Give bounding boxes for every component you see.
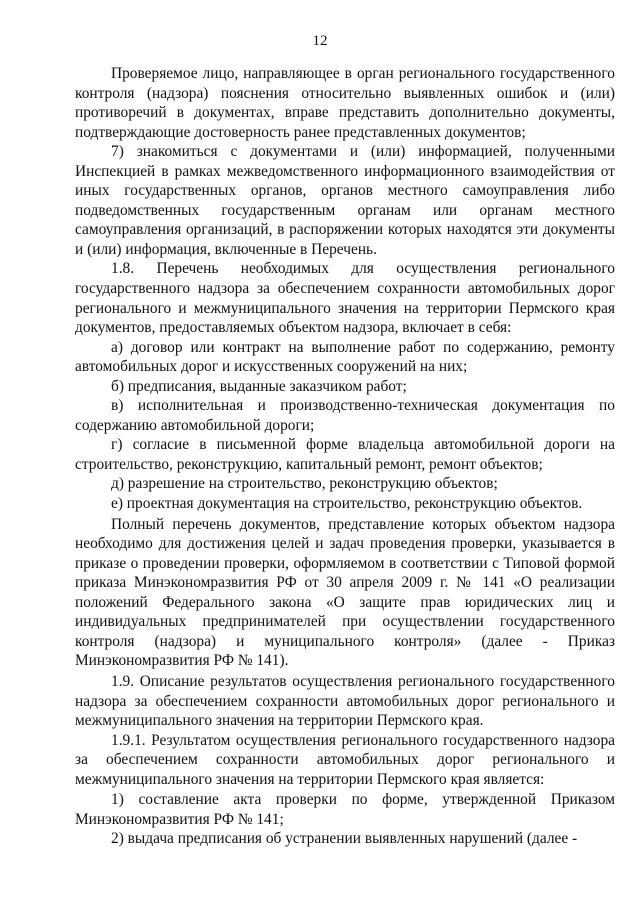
paragraph-full-document-list: Полный перечень документов, представление которых объектом надзора необходимо для достижения целей и задач проведения проверки, указывается в приказе о проведении проверки, оформляемом в соответствии с Типовой формой приказа Минэкономразвития РФ от 30 апреля 2009 г. № 141 «О реализации положений Федерального закона «О защите прав юридических лиц и индивидуальных предпринимателей при осуществлении государственного контроля (надзора) и муниципального контроля» (далее - Приказ Минэкономразвития РФ № 141). (75, 515, 615, 670)
paragraph-section-1-9-1: 1.9.1. Результатом осуществления регионального государственного надзора за обеспечением сохранности автомобильных дорог регионального и межмуниципального значения на территории Пермского края является: (75, 731, 615, 788)
page-number: 12 (312, 33, 328, 49)
paragraph-verification-clarification: Проверяемое лицо, направляющее в орган регионального государственного контроля (надзора) пояснения относительно выявленных ошибок и (или) противоречий в документах, вправе представить дополнительно документы, подтверждающие достоверность ранее представленных документов; (75, 65, 615, 141)
list-item-e: е) проектная документация на строительство, реконструкцию объектов. (111, 495, 583, 513)
list-item-g: г) согласие в письменной форме владельца автомобильной дороги на строительство, реконструкцию, капитальный ремонт, ремонт объектов; (75, 436, 615, 473)
document-body (75, 64, 615, 849)
paragraph-section-1-9: 1.9. Описание результатов осуществления регионального государственного надзора за обеспечением сохранности автомобильных дорог регионального и межмуниципального значения на территории Пермского края. (75, 672, 615, 730)
paragraph-section-1-8: 1.8. Перечень необходимых для осуществления регионального государственного надзора за обеспечением сохранности автомобильных дорог регионального и межмуниципального значения на территории Пермского края документов, предоставляемых объектом надзора, включает в себя: (75, 260, 615, 337)
result-item-1: 1) составление акта проверки по форме, утвержденной Приказом Минэкономразвития РФ № 141; (75, 791, 615, 828)
list-item-v: в) исполнительная и производственно-техническая документация по содержанию автомобильной дороги; (75, 397, 615, 434)
result-item-2: 2) выдача предписания об устранении выявленных нарушений (далее - (111, 830, 578, 848)
list-item-d: д) разрешение на строительство, реконструкцию объектов; (111, 475, 498, 493)
list-item-a: а) договор или контракт на выполнение работ по содержанию, ремонту автомобильных дорог и искусственных сооружений на них; (75, 338, 615, 376)
list-item-b: б) предписания, выданные заказчиком работ; (111, 377, 407, 395)
paragraph-item-7: 7) знакомиться с документами и (или) информацией, полученными Инспекцией в рамках межведомственного информационного взаимодействия от иных государственных органов, органов местного самоуправления либо подведомственных государственным органам или органам местного самоуправления организаций, в распоряжении которых находятся эти документы и (или) информация, включенные в Перечень. (75, 143, 615, 258)
